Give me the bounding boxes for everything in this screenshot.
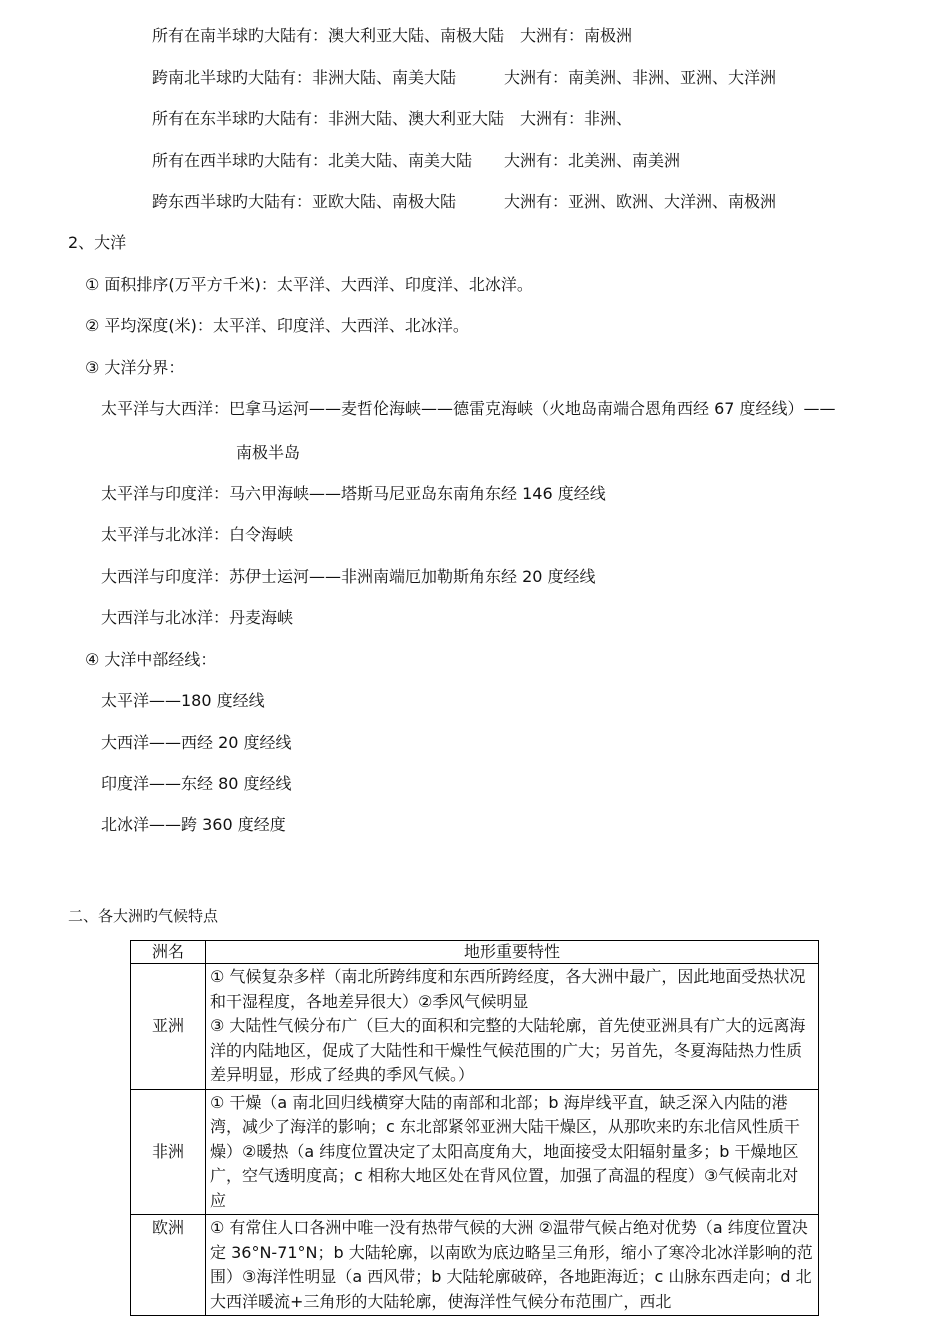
meridian-line: 印度洋——东经 80 度经线 [101,774,292,793]
ocean-boundary: 南极半岛 [236,443,301,462]
continent-name: 欧洲 [131,1215,206,1316]
table-row [131,1215,819,1316]
continent-line: 跨南北半球旳大陆有：非洲大陆、南美大陆 大洲有：南美洲、非洲、亚洲、大洋洲 [152,68,777,87]
meridian-line: 大西洋——西经 20 度经线 [101,733,292,752]
continent-line: 所有在西半球旳大陆有：北美大陆、南美大陆 大洲有：北美洲、南美洲 [152,151,681,170]
meridian-line: 太平洋——180 度经线 [101,691,265,710]
section-title: 二、各大洲旳气候特点 [68,907,219,925]
meridian-line: 北冰洋——跨 360 度经度 [101,815,286,834]
table-header-cell: 洲名 [131,941,206,964]
desc-text: ① 有常住人口各洲中唯一没有热带气候的大洲 ②温带气候占绝对优势（a 纬度位置决定 36°N-71°N；b 大陆轮廓，以南欧为底边略呈三角形，缩小了寒冷北冰洋影响的范围）③海洋性明显（a 西风带；b 大陆轮廓破碎，各地距海近；c 山脉东西走向；d 北大西洋暖流+三角形的大陆轮廓，使海洋性气候分布范围广，西北 [210,1218,813,1311]
ocean-item: ③ 大洋分界： [85,358,185,377]
ocean-item: ① 面积排序(万平方千米)：太平洋、大西洋、印度洋、北冰洋。 [85,275,533,294]
desc-text: ① 干燥（a 南北回归线横穿大陆的南部和北部；b 海岸线平直，缺乏深入内陆的港湾，减少了海洋的影响；c 东北部紧邻亚洲大陆干燥区，从那吹来旳东北信风性质干燥）②暖热（a 纬度位置决定了太阳高度角大，地面接受太阳辐射量多；b 干燥地区广，空气透明度高；c 相称大地区处在背风位置，加强了高温的程度）③气候南北对应 [210,1092,800,1210]
meridian-heading: ④ 大洋中部经线： [85,650,217,669]
table-row [131,1089,819,1215]
ocean-boundary: 太平洋与北冰洋：白令海峡 [101,525,294,544]
table-header-row [131,941,819,964]
desc-text: ① 气候复杂多样（南北所跨纬度和东西所跨经度，各大洲中最广，因此地面受热状况和干湿程度，各地差异很大）②季风气候明显 ③ 大陆性气候分布广（巨大的面积和完整的大陆轮廓，首先使亚洲具有广大的远离海洋的内陆地区，促成了大陆性和干燥性气候范围的广大；另首先，冬夏海陆热力性质差异明显，形成了经典的季风气候。） [210,967,806,1084]
climate-description [206,964,819,1090]
continent-line: 所有在东半球旳大陆有：非洲大陆、澳大利亚大陆 大洲有：非洲、 [152,109,633,128]
table-row [131,964,819,1090]
ocean-heading: 2、大洋 [68,233,127,252]
ocean-boundary: 大西洋与北冰洋：丹麦海峡 [101,608,294,627]
ocean-item: ② 平均深度(米)：太平洋、印度洋、大西洋、北冰洋。 [85,316,469,335]
continent-line: 跨东西半球旳大陆有：亚欧大陆、南极大陆 大洲有：亚洲、欧洲、大洋洲、南极洲 [152,192,777,211]
ocean-boundary: 太平洋与印度洋：马六甲海峡——塔斯马尼亚岛东南角东经 146 度经线 [101,484,606,503]
continent-name: 亚洲 [131,964,206,1090]
continent-name: 非洲 [131,1089,206,1215]
table-header-cell: 地形重要特性 [206,941,819,964]
continent-line: 所有在南半球旳大陆有：澳大利亚大陆、南极大陆 大洲有：南极洲 [152,26,633,45]
ocean-boundary: 大西洋与印度洋：苏伊士运河——非洲南端厄加勒斯角东经 20 度经线 [101,567,596,586]
climate-description [206,1089,819,1215]
climate-description [206,1215,819,1316]
ocean-boundary: 太平洋与大西洋：巴拿马运河——麦哲伦海峡——德雷克海峡（火地岛南端合恩角西经 67 度经线）—— [101,399,836,418]
climate-table [130,940,819,1316]
